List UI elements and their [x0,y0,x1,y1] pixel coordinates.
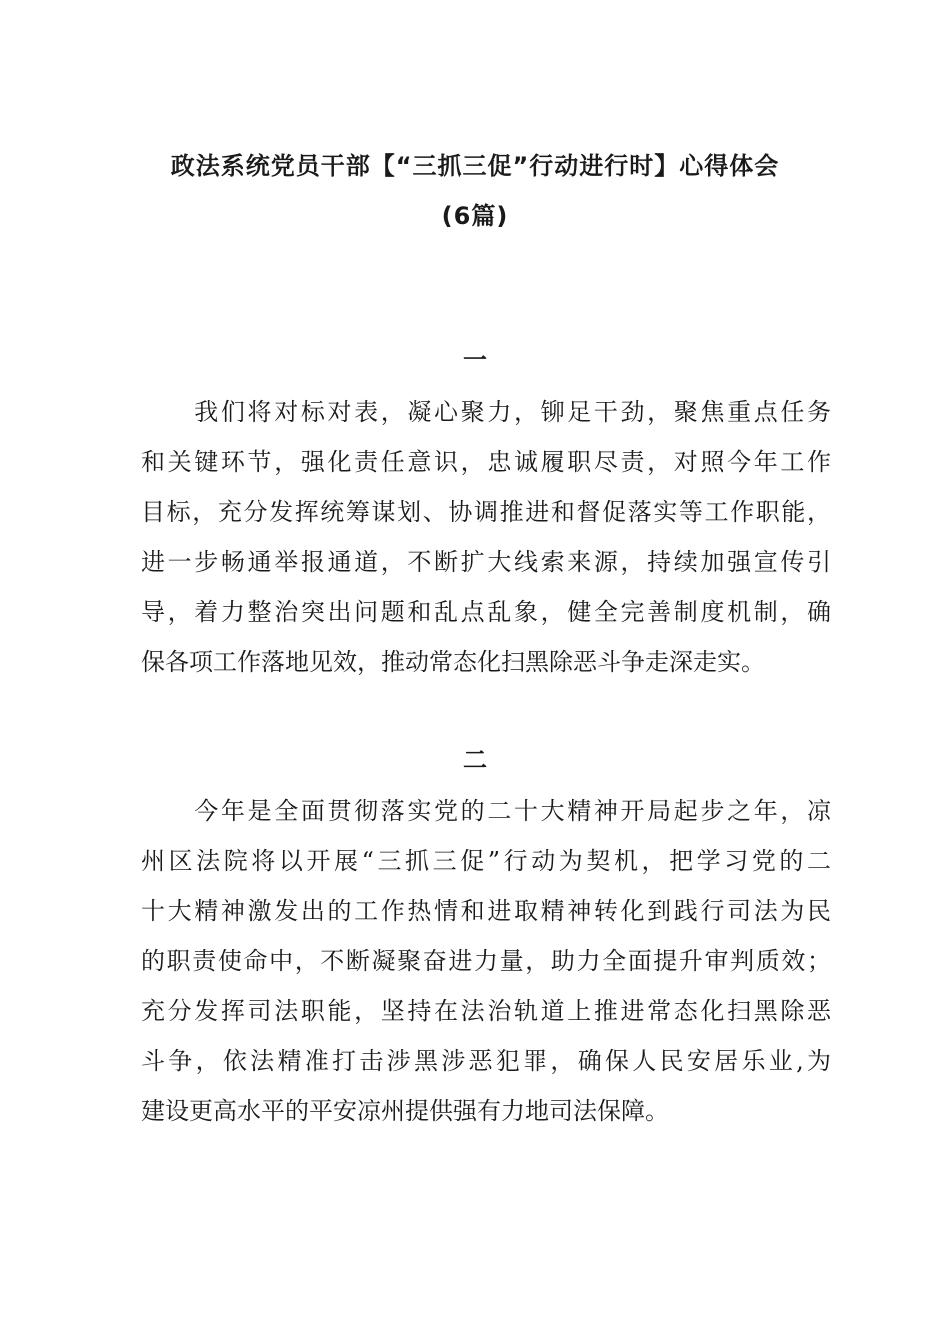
paragraph-line: 和关键环节，强化责任意识，忠诚履职尽责，对照今年工作 [141,448,831,476]
paragraph-line: 十大精神激发出的工作热情和进取精神转化到践行司法为民 [141,897,831,925]
paragraph-line: 保各项工作落地见效，推动常态化扫黑除恶斗争走深走实。 [141,648,765,676]
paragraph-line: 建设更高水平的平安凉州提供强有力地司法保障。 [141,1097,669,1125]
section-heading-1: 一 [463,346,487,374]
paragraph-line: 目标，充分发挥统筹谋划、协调推进和督促落实等工作职能， [141,498,831,526]
section-paragraph-1 [141,394,831,694]
document-title: 政法系统党员干部【“三抓三促”行动进行时】心得体会 [170,152,780,180]
paragraph-line: 今年是全面贯彻落实党的二十大精神开局起步之年，凉 [141,797,831,825]
document-subtitle: (6篇) [441,202,509,230]
paragraph-line: 充分发挥司法职能，坚持在法治轨道上推进常态化扫黑除恶 [141,997,831,1025]
paragraph-line: 斗争，依法精准打击涉黑涉恶犯罪，确保人民安居乐业,为 [141,1047,831,1075]
paragraph-line: 的职责使命中，不断凝聚奋进力量，助力全面提升审判质效； [141,947,831,975]
paragraph-line: 进一步畅通举报通道，不断扩大线索来源，持续加强宣传引 [141,548,831,576]
paragraph-line: 州区法院将以开展“三抓三促”行动为契机，把学习党的二 [141,847,831,875]
section-heading-2: 二 [463,746,487,774]
section-paragraph-2 [141,793,831,1143]
paragraph-line: 导，着力整治突出问题和乱点乱象，健全完善制度机制，确 [141,598,831,626]
paragraph-line: 我们将对标对表，凝心聚力，铆足干劲，聚焦重点任务 [141,398,831,426]
